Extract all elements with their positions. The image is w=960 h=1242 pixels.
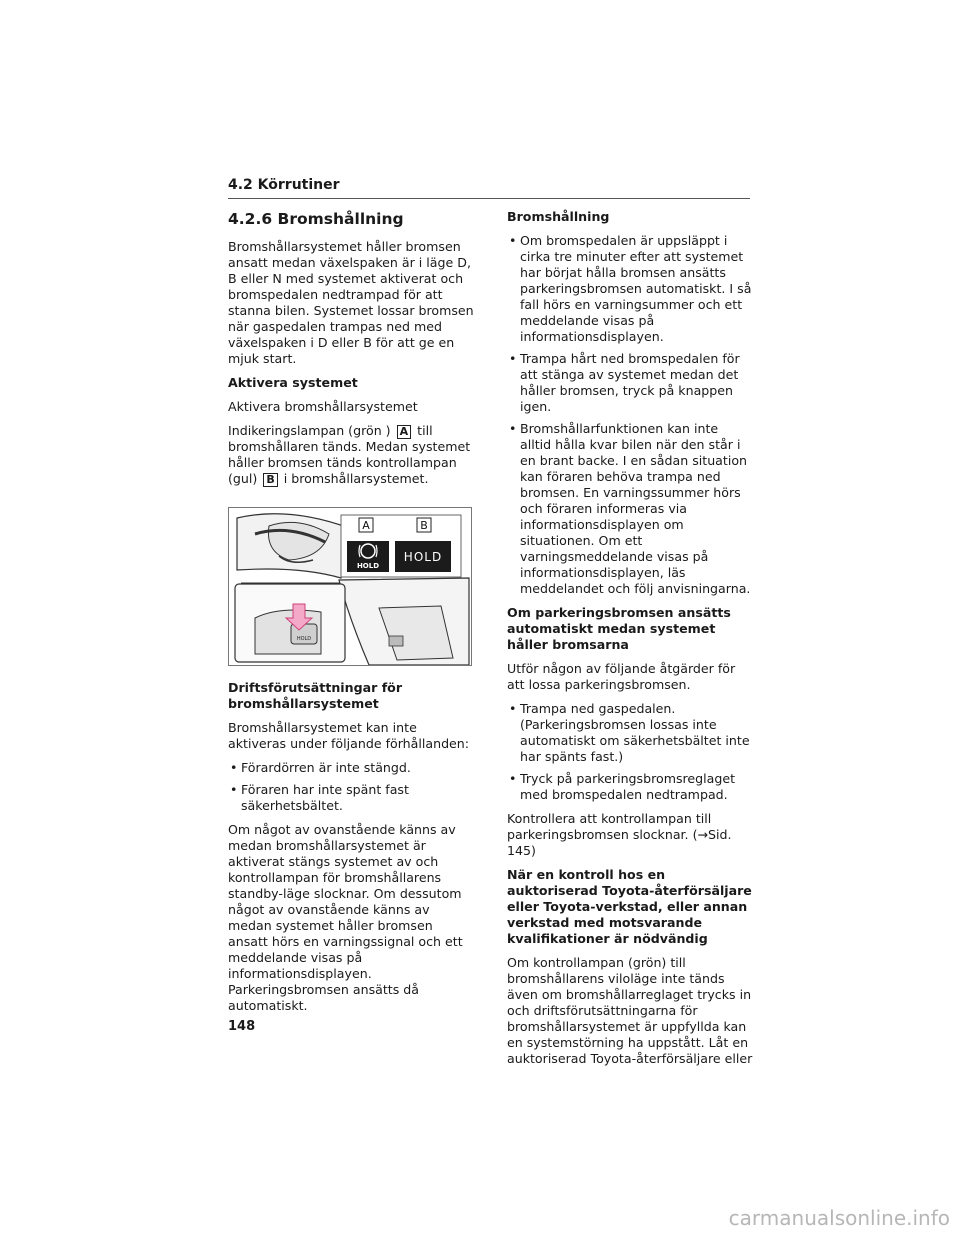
list-item: • Tryck på parkeringsbromsreglaget med bromspedalen nedtrampad. (507, 771, 753, 803)
list-item: • Trampa hårt ned bromspedalen för att stänga av systemet medan det håller bromsen, tryck på knappen igen. (507, 351, 753, 415)
brake-hold-illustration (228, 507, 472, 666)
dealer-heading: När en kontroll hos en auktoriserad Toyota-återförsäljare eller Toyota-verkstad, eller annan verkstad med motsvarande kvalifikationer är nödvändig (507, 867, 752, 946)
conditions-intro: Bromshållarsystemet kan inte aktiveras under följande förhållanden: (228, 720, 470, 751)
label-b-text: B (420, 519, 428, 532)
dashboard-illustration (229, 508, 471, 665)
parking-outro: Kontrollera att kontrollampan till parkeringsbromsen slocknar. (→Sid. 145) (507, 811, 732, 858)
indicator-paragraph (228, 423, 474, 487)
right-column (507, 209, 753, 1075)
page-number: 148 (228, 1019, 256, 1034)
list-item: • Om bromspedalen är uppsläppt i cirka tre minuter efter att systemet har börjat hålla bromsen ansätts parkeringsbromsen automatiskt. I så fall hörs en varningsummer och ett meddelande visas på informationsdisplayen. (507, 233, 753, 345)
activate-heading: Aktivera systemet (228, 375, 358, 390)
page-heading: 4.2.6 Bromshållning (228, 210, 404, 228)
parking-list (507, 701, 753, 803)
hold-indicator-a-text: HOLD (356, 562, 380, 570)
activate-line: Aktivera bromshållarsystemet (228, 399, 418, 414)
list-item: • Trampa ned gaspedalen. (Parkeringsbromsen lossas inte automatiskt om säkerhetsbältet inte har spänts fast.) (507, 701, 753, 765)
conditions-heading: Driftsförutsättningar för bromshållarsystemet (228, 680, 403, 711)
parking-intro: Utför någon av följande åtgärder för att lossa parkeringsbromsen. (507, 661, 736, 692)
brake-hold-switch-small (389, 636, 403, 646)
hold-heading: Bromshållning (507, 209, 610, 224)
conditions-outro: Om något av ovanstående känns av medan bromshållarsystemet är aktiverat stängs systemet av och kontrollampan för bromshållarens standby-läge slocknar. Om dessutom något av ovanstående känns av medan systemet håller bromsen ansatt hörs en varningssignal och ett meddelande visas på informationsdisplayen. Parkeringsbromsen ansätts då automatiskt. (228, 822, 463, 1013)
indicator-text-2: till bromshållaren tänds. Medan systemet håller bromsen tänds kontrollampan (gul) (228, 423, 471, 486)
label-a-text: A (362, 519, 370, 532)
section-title: 4.2 Körrutiner (228, 177, 340, 193)
label-b-marker: B (263, 473, 277, 487)
section-header (228, 177, 750, 199)
dealer-text: Om kontrollampan (grön) till bromshållarens viloläge inte tänds även om bromshållarreglaget trycks in och driftsförutsättningarna för bromshållarsystemet är uppfyllda kan en systemstörning ha uppstått. Låt en auktoriserad Toyota-återförsäljare eller (507, 955, 753, 1066)
switch-label: HOLD (296, 636, 312, 642)
label-a-marker: A (397, 425, 412, 439)
hold-indicator-b-text: HOLD (403, 550, 443, 564)
left-column (228, 209, 474, 1022)
hold-list (507, 233, 753, 597)
parking-heading: Om parkeringsbromsen ansätts automatiskt medan systemet håller bromsarna (507, 605, 731, 652)
indicator-text-3: i bromshållarsystemet. (283, 471, 429, 486)
intro-paragraph: Bromshållarsystemet håller bromsen ansatt medan växelspaken är i läge D, B eller N med systemet aktiverat och bromspedalen nedtrampad för att stanna bilen. Systemet lossar bromsen när gaspedalen trampas ned med växelspaken i D eller B för att ge en mjuk start. (228, 239, 474, 366)
list-item: • Föraren har inte spänt fast säkerhetsbältet. (228, 782, 474, 814)
list-item: • Förardörren är inte stängd. (228, 760, 474, 776)
conditions-list (228, 760, 474, 814)
watermark: carmanualsonline.info (728, 1206, 950, 1230)
section-rule (228, 198, 750, 199)
list-item: • Bromshållarfunktionen kan inte alltid hålla kvar bilen när den står i en brant backe. I en sådan situation kan föraren behöva trampa ned bromsen. En varningssummer hörs och föraren informeras via informationsdisplayen om situationen. Om ett varningsmeddelande visas på informationsdisplayen, läs meddelandet och följ anvisningarna. (507, 421, 753, 597)
indicator-text-1: Indikeringslampan (grön ) (228, 423, 391, 438)
